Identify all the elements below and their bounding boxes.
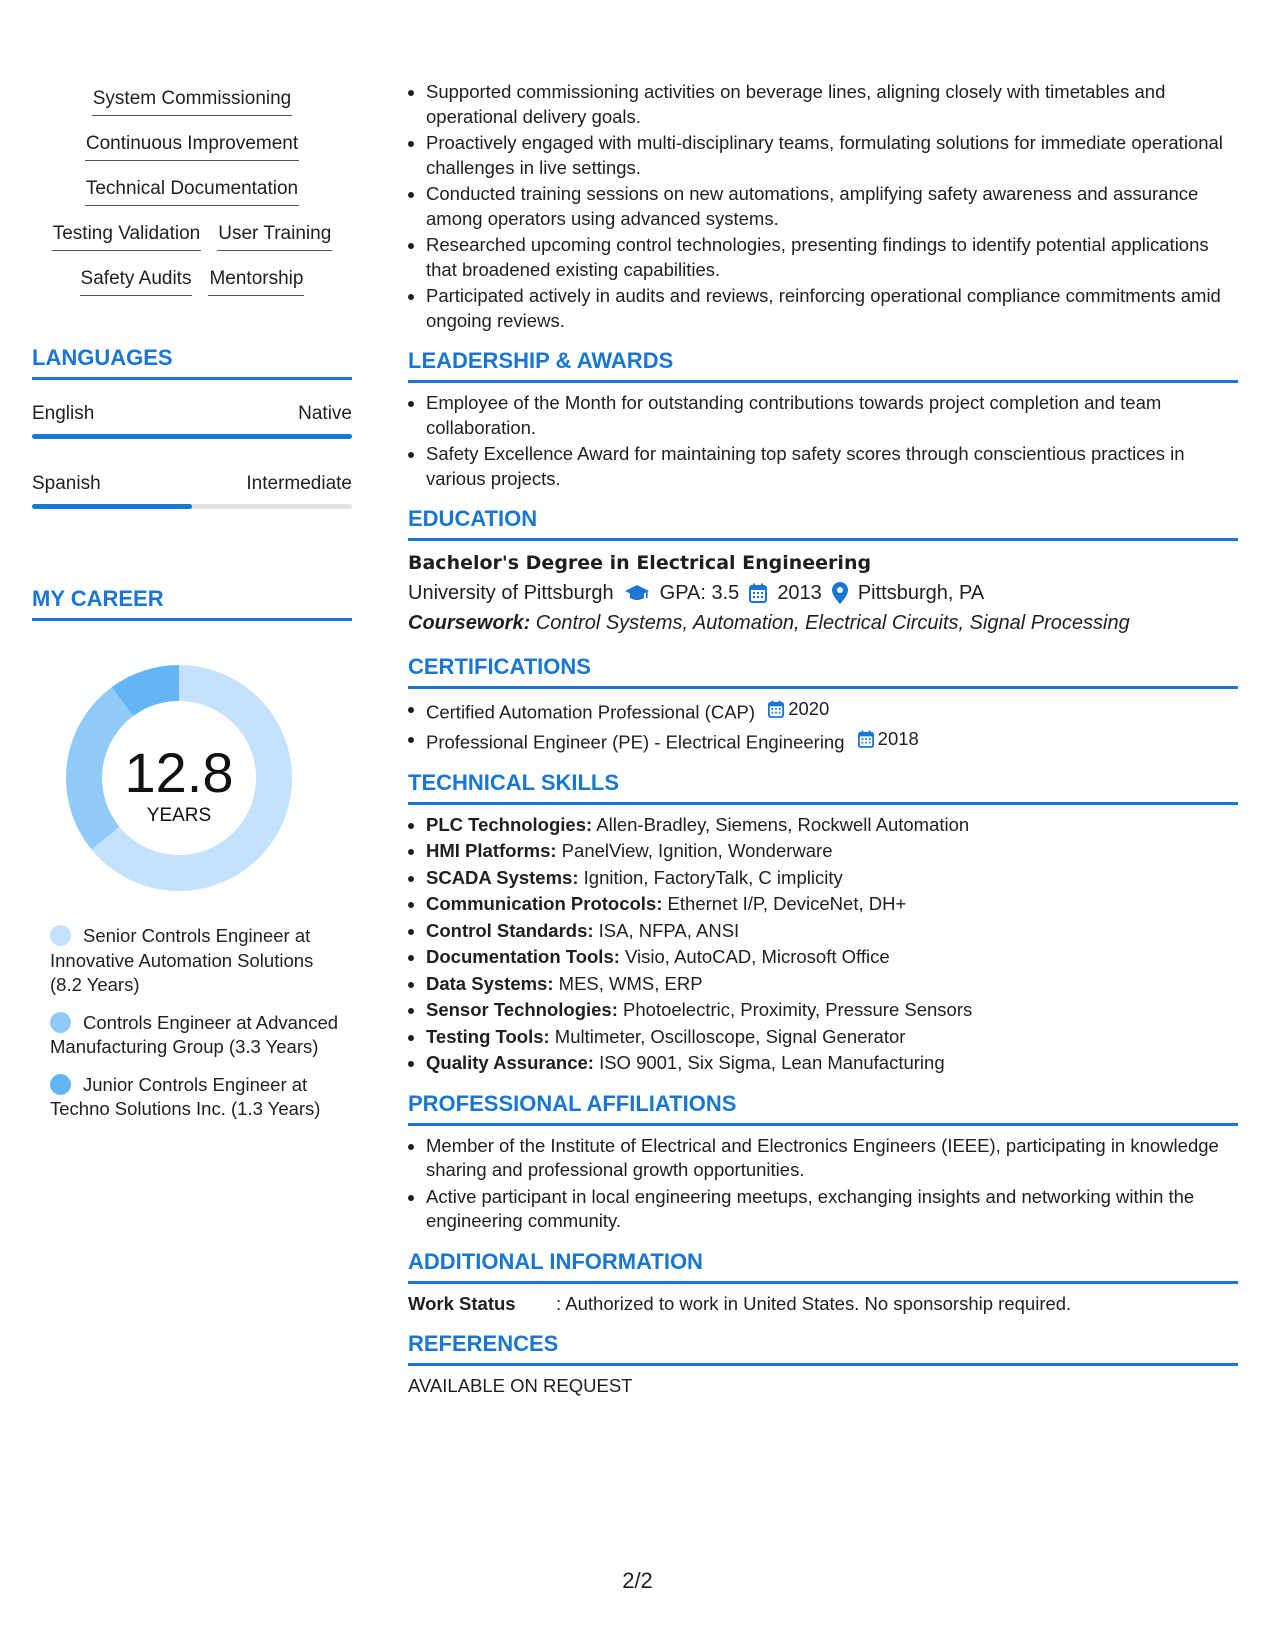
list-item: Proactively engaged with multi-disciplinary teams, formulating solutions for immediate operational challenges in live settings. [408, 131, 1238, 180]
skill-label: HMI Platforms: [426, 840, 557, 861]
career-item-text: Junior Controls Engineer at Techno Solutions Inc. (1.3 Years) [50, 1073, 321, 1119]
skill-row [32, 86, 352, 131]
cert-year-wrap [768, 697, 829, 722]
skill-tag: Technical Documentation [85, 176, 299, 206]
right-column [408, 80, 1238, 1398]
coursework [408, 608, 1238, 639]
skill-label: Quality Assurance: [426, 1052, 594, 1073]
leadership-list [408, 391, 1238, 491]
list-item: Member of the Institute of Electrical and Electronics Engineers (IEEE), participating in knowledge sharing and professional growth opportunities. [408, 1134, 1238, 1183]
calendar-icon [858, 730, 874, 748]
skill-row [32, 266, 352, 311]
skill-row [32, 131, 352, 176]
language-bar-fill [32, 434, 352, 439]
list-item [408, 727, 1238, 755]
list-item [408, 972, 1238, 997]
list-item [408, 919, 1238, 944]
career-total-unit: YEARS [146, 805, 212, 826]
list-item [408, 892, 1238, 917]
skill-tag: User Training [217, 221, 332, 251]
page-number: 2/2 [622, 1568, 653, 1593]
list-item: Researched upcoming control technologies, presenting findings to identify potential applications that broadened existing capabilities. [408, 233, 1238, 282]
skill-label: Sensor Technologies: [426, 999, 618, 1020]
language-spanish [32, 472, 352, 496]
legend-dot-icon [50, 925, 71, 946]
skill-value: ISA, NFPA, ANSI [593, 919, 740, 941]
work-status-label: Work Status [408, 1292, 516, 1314]
career-total-value: 12.8 [124, 741, 234, 804]
career-donut-chart [66, 665, 292, 891]
additional-info-title: ADDITIONAL INFORMATION [408, 1248, 1238, 1284]
languages-title: LANGUAGES [32, 344, 352, 380]
skill-row [32, 221, 352, 266]
language-bar-fill [32, 504, 192, 509]
skill-label: Testing Tools: [426, 1025, 550, 1047]
career-legend [50, 924, 350, 1135]
work-status-value: : Authorized to work in United States. No sponsorship required. [556, 1292, 1072, 1314]
skill-value: Ethernet I/P, DeviceNet, DH+ [662, 893, 907, 914]
skill-tag: System Commissioning [92, 86, 293, 116]
skill-value: Ignition, FactoryTalk, C implicity [578, 866, 843, 888]
language-english [32, 402, 352, 426]
graduation-year: 2013 [777, 582, 822, 604]
degree-title: Bachelor's Degree in Electrical Engineering [408, 552, 872, 574]
skill-value: Allen-Bradley, Siemens, Rockwell Automation [592, 813, 970, 835]
affiliations-list [408, 1134, 1238, 1234]
cert-name: Professional Engineer (PE) - Electrical Engineering [426, 731, 845, 752]
skill-label: PLC Technologies: [426, 813, 593, 835]
coursework-value: Control Systems, Automation, Electrical Circuits, Signal Processing [530, 612, 1130, 634]
list-item [408, 945, 1238, 970]
list-item [408, 839, 1238, 864]
language-name: English [32, 403, 95, 424]
language-level: Intermediate [246, 473, 352, 494]
skill-label: SCADA Systems: [426, 866, 579, 888]
skill-value: MES, WMS, ERP [553, 972, 703, 994]
cert-name: Certified Automation Professional (CAP) [426, 701, 756, 723]
skill-tag: Mentorship [208, 266, 304, 296]
education-meta [408, 578, 1238, 608]
career-item [50, 1073, 350, 1122]
work-status-row [408, 1292, 1238, 1316]
career-item-text: Controls Engineer at Advanced Manufacturing Group (3.3 Years) [50, 1011, 339, 1057]
skill-value: PanelView, Ignition, Wonderware [556, 840, 833, 861]
skill-label: Documentation Tools: [426, 946, 620, 967]
list-item: Participated actively in audits and reviews, reinforcing operational compliance commitments amid ongoing reviews. [408, 284, 1238, 333]
skill-value: Visio, AutoCAD, Microsoft Office [619, 946, 890, 967]
certifications-list [408, 697, 1238, 755]
skill-value: Photoelectric, Proximity, Pressure Sensors [617, 999, 973, 1020]
skill-tags [32, 86, 352, 311]
technical-skills-list [408, 813, 1238, 1076]
skill-tag: Testing Validation [52, 221, 202, 251]
gpa: GPA: 3.5 [659, 582, 740, 604]
donut-slice-1 [66, 687, 133, 849]
school-name: University of Pittsburgh [408, 582, 614, 604]
list-item: Supported commissioning activities on beverage lines, aligning closely with timetables and operational delivery goals. [408, 80, 1238, 129]
list-item [408, 1025, 1238, 1050]
career-item [50, 924, 350, 998]
references-text: AVAILABLE ON REQUEST [408, 1374, 633, 1396]
language-bar [32, 504, 352, 509]
skill-tag: Continuous Improvement [85, 131, 299, 161]
skill-value: ISO 9001, Six Sigma, Lean Manufacturing [593, 1052, 945, 1073]
coursework-label: Coursework: [408, 612, 531, 634]
experience-bullets [408, 80, 1238, 333]
cert-year: 2018 [877, 727, 919, 749]
skill-row [32, 176, 352, 221]
calendar-icon [768, 700, 784, 718]
career-item [50, 1011, 350, 1060]
skill-tag: Safety Audits [80, 266, 193, 296]
list-item [408, 1051, 1238, 1076]
list-item: Active participant in local engineering meetups, exchanging insights and networking within the engineering community. [408, 1185, 1238, 1234]
legend-dot-icon [50, 1074, 71, 1095]
skill-label: Communication Protocols: [426, 893, 663, 914]
list-item: Conducted training sessions on new automations, amplifying safety awareness and assurance among operators using advanced systems. [408, 182, 1238, 231]
list-item [408, 697, 1238, 725]
list-item: Safety Excellence Award for maintaining top safety scores through conscientious practices in various projects. [408, 442, 1238, 491]
graduation-cap-icon [624, 583, 650, 603]
affiliations-title: PROFESSIONAL AFFILIATIONS [408, 1090, 1238, 1126]
legend-dot-icon [50, 1012, 71, 1033]
certifications-title: CERTIFICATIONS [408, 653, 1238, 689]
references-title: REFERENCES [408, 1330, 1238, 1366]
cert-year-wrap [858, 727, 919, 752]
skill-value: Multimeter, Oscilloscope, Signal Generator [549, 1025, 906, 1047]
career-title: MY CAREER [32, 585, 352, 621]
list-item [408, 813, 1238, 838]
language-bar [32, 434, 352, 439]
cert-year: 2020 [788, 698, 830, 719]
skill-label: Control Standards: [426, 919, 594, 941]
education-location: Pittsburgh, PA [857, 582, 985, 604]
language-level: Native [298, 403, 352, 424]
language-name: Spanish [32, 473, 101, 494]
career-item-text: Senior Controls Engineer at Innovative Automation Solutions (8.2 Years) [50, 925, 314, 995]
list-item [408, 998, 1238, 1023]
skill-label: Data Systems: [426, 972, 554, 994]
calendar-icon [749, 583, 767, 603]
list-item: Employee of the Month for outstanding contributions towards project completion and team collaboration. [408, 391, 1238, 440]
map-pin-icon [832, 582, 848, 604]
leadership-title: LEADERSHIP & AWARDS [408, 347, 1238, 383]
list-item [408, 866, 1238, 891]
technical-skills-title: TECHNICAL SKILLS [408, 769, 1238, 805]
education-title: EDUCATION [408, 505, 1238, 541]
